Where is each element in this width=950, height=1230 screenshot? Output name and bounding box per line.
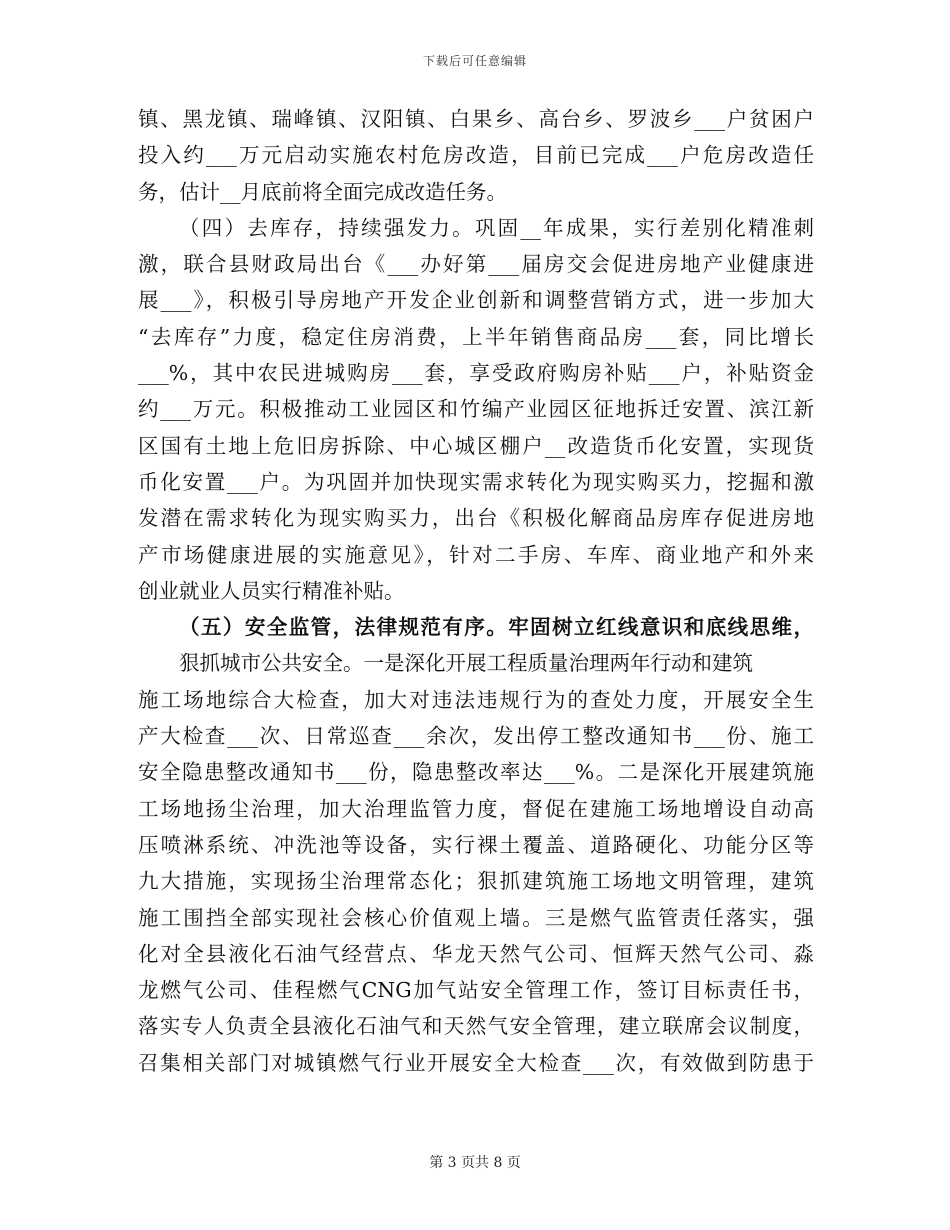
text-line: ___%，其中农民进城购房___套，享受政府购房补贴___户，补贴资金 [138, 361, 814, 386]
text-line: 展___》，积极引导房地产开发企业创新和调整营销方式，进一步加大 [138, 288, 814, 313]
section-five-heading: （五）安全监管，法律规范有序。牢固树立红线意识和底线思维， [179, 615, 814, 640]
text-line: 约___万元。积极推动工业园区和竹编产业园区征地拆迁安置、滨江新 [138, 397, 814, 422]
text-line: “去库存”力度，稳定住房消费，上半年销售商品房___套，同比增长 [138, 324, 814, 349]
text-line: 压喷淋系统、冲洗池等设备，实行裸土覆盖、道路硬化、功能分区等 [138, 832, 814, 857]
text-line: 九大措施，实现扬尘治理常态化；狠抓建筑施工场地文明管理，建筑 [138, 869, 814, 894]
page-number-footer: 第 3 页共 8 页 [429, 1155, 521, 1171]
text-line: 发潜在需求转化为现实购买力，出台《积极化解商品房库存促进房地 [138, 506, 814, 531]
section-four-heading-line: （四）去库存，持续强发力。巩固__年成果，实行差别化精准刺 [179, 215, 814, 240]
text-line: 施工围挡全部实现社会核心价值观上墙。三是燃气监管责任落实，强 [138, 905, 814, 930]
text-line: 产市场健康进展的实施意见》，针对二手房、车库、商业地产和外来 [138, 542, 814, 567]
text-line: 龙燃气公司、佳程燃气CNG加气站安全管理工作，签订目标责任书， [138, 978, 814, 1003]
text-line: 币化安置___户。为巩固并加快现实需求转化为现实购买力，挖掘和激 [138, 469, 814, 494]
text-line: 区国有土地上危旧房拆除、中心城区棚户__改造货币化安置，实现货 [138, 433, 814, 458]
text-line: 落实专人负责全县液化石油气和天然气安全管理，建立联席会议制度， [138, 1014, 814, 1039]
text-line: 安全隐患整改通知书___份，隐患整改率达___%。二是深化开展建筑施 [138, 760, 814, 785]
text-line: 投入约___万元启动实施农村危房改造，目前已完成___户危房改造任 [138, 143, 814, 168]
text-line: 化对全县液化石油气经营点、华龙天然气公司、恒辉天然气公司、淼 [138, 941, 814, 966]
text-line: 激，联合县财政局出台《___办好第___届房交会促进房地产业健康进 [138, 252, 814, 277]
page-header: 下载后可任意编辑 [422, 54, 527, 68]
text-line: 创业就业人员实行精准补贴。 [138, 578, 405, 603]
text-line: 召集相关部门对城镇燃气行业开展安全大检查___次，有效做到防患于 [138, 1050, 814, 1075]
document-body [138, 101, 814, 1081]
text-line: 务，估计__月底前将全面完成改造任务。 [138, 179, 507, 204]
text-line: 工场地扬尘治理，加大治理监管力度，督促在建施工场地增设自动高 [138, 796, 814, 821]
text-line: 镇、黑龙镇、瑞峰镇、汉阳镇、白果乡、高台乡、罗波乡___户贫困户 [138, 107, 814, 131]
text-line: 施工场地综合大检查，加大对违法违规行为的查处力度，开展安全生 [138, 687, 814, 712]
text-line: 狠抓城市公共安全。一是深化开展工程质量治理两年行动和建筑 [179, 651, 753, 676]
text-line: 产大检查___次、日常巡查___余次，发出停工整改通知书___份、施工 [138, 724, 814, 749]
